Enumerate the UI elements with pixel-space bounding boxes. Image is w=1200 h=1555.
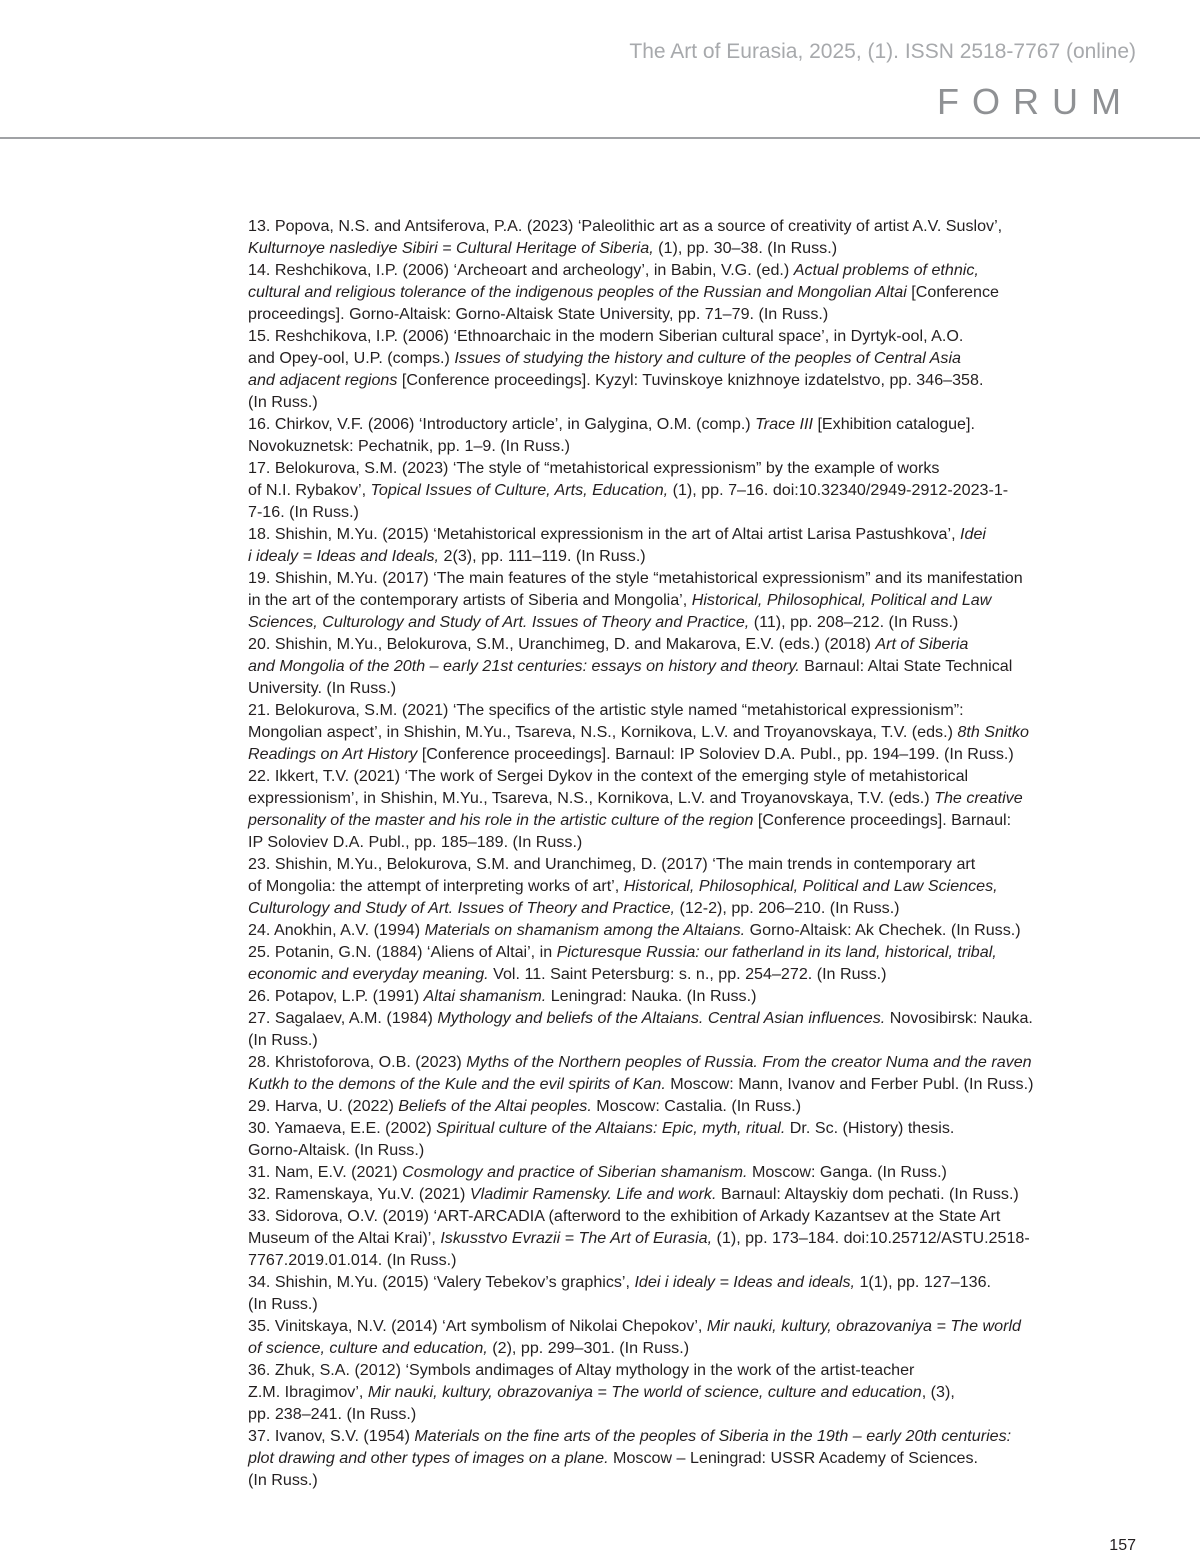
reference-text: Mongolian aspect’, in Shishin, M.Yu., Tsareva, N.S., Kornikova, L.V. and Troyanovskaya, T.V. (eds.) [248, 723, 958, 741]
reference-text: (2), pp. 299–301. (In Russ.) [487, 1339, 690, 1357]
reference-text: (In Russ.) [248, 1031, 318, 1049]
reference-text: 17. Belokurova, S.M. (2023) ‘The style of “metahistorical expressionism” by the example of works [248, 459, 940, 477]
reference-line [248, 853, 1143, 875]
reference-line [248, 413, 1143, 435]
reference-title-italic: Idei i idealy = Ideas and ideals, [634, 1273, 855, 1291]
reference-line [248, 1139, 1143, 1161]
reference-line [248, 215, 1143, 237]
reference-title-italic: 8th Snitko [957, 723, 1029, 741]
reference-title-italic: The creative [934, 789, 1023, 807]
reference-title-italic: Readings on Art History [248, 745, 418, 763]
reference-title-italic: Art of Siberia [875, 635, 969, 653]
reference-title-italic: Issues of studying the history and culture of the peoples of Central Asia [454, 349, 961, 367]
reference-line [248, 259, 1143, 281]
reference-text: of N.I. Rybakov’, [248, 481, 371, 499]
reference-text: in the art of the contemporary artists of Siberia and Mongolia’, [248, 591, 692, 609]
reference-text: Novosibirsk: Nauka. [885, 1009, 1033, 1027]
reference-title-italic: Mir nauki, kultury, obrazovaniya = The world of science, culture and education [367, 1383, 922, 1401]
reference-line [248, 633, 1143, 655]
page-number: 157 [1109, 1537, 1136, 1554]
reference-text: 21. Belokurova, S.M. (2021) ‘The specifics of the artistic style named “metahistorical expressionism”: [248, 701, 964, 719]
reference-line [248, 1315, 1143, 1337]
reference-text: 23. Shishin, M.Yu., Belokurova, S.M. and Uranchimeg, D. (2017) ‘The main trends in contemporary art [248, 855, 976, 873]
reference-text: (1), pp. 173–184. doi:10.25712/ASTU.2518- [712, 1229, 1030, 1247]
reference-line [248, 589, 1143, 611]
reference-text: University. (In Russ.) [248, 679, 397, 697]
reference-line [248, 1469, 1143, 1491]
reference-text: pp. 238–241. (In Russ.) [248, 1405, 417, 1423]
reference-line [248, 963, 1143, 985]
reference-text: 32. Ramenskaya, Yu.V. (2021) [248, 1185, 470, 1203]
reference-text: 25. Potanin, G.N. (1884) ‘Aliens of Altai’, in [248, 943, 557, 961]
reference-line [248, 523, 1143, 545]
reference-line [248, 611, 1143, 633]
reference-title-italic: Cosmology and practice of Siberian shamanism. [402, 1163, 748, 1181]
reference-title-italic: Idei [960, 525, 986, 543]
reference-title-italic: Altai shamanism. [423, 987, 547, 1005]
reference-text: (In Russ.) [248, 393, 318, 411]
reference-title-italic: Actual problems of ethnic, [793, 261, 979, 279]
reference-line [248, 479, 1143, 501]
reference-text: 16. Chirkov, V.F. (2006) ‘Introductory article’, in Galygina, O.M. (comp.) [248, 415, 756, 433]
reference-text: Moscow – Leningrad: USSR Academy of Sciences. [608, 1449, 979, 1467]
reference-line [248, 809, 1143, 831]
reference-line [248, 281, 1143, 303]
reference-title-italic: Kutkh to the demons of the Kule and the evil spirits of Kan. [248, 1075, 666, 1093]
reference-text: 19. Shishin, M.Yu. (2017) ‘The main features of the style “metahistorical expressionism” and its manifestation [248, 569, 1023, 587]
reference-line [248, 1183, 1143, 1205]
reference-line [248, 1227, 1143, 1249]
reference-text: Museum of the Altai Krai)’, [248, 1229, 441, 1247]
reference-line [248, 237, 1143, 259]
reference-text: proceedings]. Gorno-Altaisk: Gorno-Altaisk State University, pp. 71–79. (In Russ.) [248, 305, 829, 323]
reference-text: 37. Ivanov, S.V. (1954) [248, 1427, 415, 1445]
reference-line [248, 787, 1143, 809]
reference-title-italic: Mythology and beliefs of the Altaians. Central Asian influences. [437, 1009, 886, 1027]
reference-text: Moscow: Castalia. (In Russ.) [591, 1097, 802, 1115]
reference-title-italic: Topical Issues of Culture, Arts, Education, [370, 481, 669, 499]
reference-title-italic: plot drawing and other types of images on a plane. [248, 1449, 609, 1467]
journal-header: The Art of Eurasia, 2025, (1). ISSN 2518-7767 (online) [629, 40, 1136, 63]
reference-line [248, 1205, 1143, 1227]
reference-text: 2(3), pp. 111–119. (In Russ.) [439, 547, 646, 565]
reference-title-italic: Sciences, Culturology and Study of Art. Issues of Theory and Practice, [248, 613, 750, 631]
reference-line [248, 1403, 1143, 1425]
reference-text: (1), pp. 30–38. (In Russ.) [653, 239, 838, 257]
reference-title-italic: economic and everyday meaning. [248, 965, 489, 983]
reference-line [248, 325, 1143, 347]
reference-line [248, 391, 1143, 413]
reference-text: 1(1), pp. 127–136. [855, 1273, 992, 1291]
reference-title-italic: personality of the master and his role in the artistic culture of the region [248, 811, 754, 829]
reference-text: 29. Harva, U. (2022) [248, 1097, 399, 1115]
reference-line [248, 1161, 1143, 1183]
reference-text: Moscow: Mann, Ivanov and Ferber Publ. (In Russ.) [665, 1075, 1034, 1093]
reference-title-italic: i idealy = Ideas and Ideals, [248, 547, 440, 565]
reference-text: of Mongolia: the attempt of interpreting works of art’, [248, 877, 624, 895]
reference-title-italic: Materials on the fine arts of the peoples of Siberia in the 19th – early 20th centuries: [414, 1427, 1012, 1445]
reference-list [248, 215, 1143, 1491]
reference-text: [Conference proceedings]. Barnaul: IP Soloviev D.A. Publ., pp. 194–199. (In Russ.) [417, 745, 1014, 763]
reference-title-italic: Vladimir Ramensky. Life and work. [469, 1185, 717, 1203]
reference-title-italic: Beliefs of the Altai peoples. [398, 1097, 592, 1115]
reference-text: Novokuznetsk: Pechatnik, pp. 1–9. (In Russ.) [248, 437, 571, 455]
reference-title-italic: cultural and religious tolerance of the indigenous peoples of the Russian and Mongolian Altai [248, 283, 907, 301]
reference-text: 22. Ikkert, T.V. (2021) ‘The work of Sergei Dykov in the context of the emerging style of metahistorical [248, 767, 969, 785]
reference-text: Vol. 11. Saint Petersburg: s. n., pp. 254–272. (In Russ.) [488, 965, 887, 983]
reference-line [248, 545, 1143, 567]
reference-title-italic: Materials on shamanism among the Altaians. [424, 921, 746, 939]
reference-line [248, 303, 1143, 325]
reference-title-italic: Iskusstvo Evrazii = The Art of Eurasia, [440, 1229, 713, 1247]
reference-text: 27. Sagalaev, A.M. (1984) [248, 1009, 438, 1027]
reference-text: 26. Potapov, L.P. (1991) [248, 987, 424, 1005]
reference-text: (12-2), pp. 206–210. (In Russ.) [675, 899, 900, 917]
header-divider [0, 137, 1200, 139]
reference-line [248, 1447, 1143, 1469]
reference-line [248, 897, 1143, 919]
reference-text: 13. Popova, N.S. and Antsiferova, P.A. (2023) ‘Paleolithic art as a source of creativity of artist A.V. Suslov’, [248, 217, 1003, 235]
reference-line [248, 369, 1143, 391]
reference-title-italic: Kulturnoye naslediye Sibiri = Cultural Heritage of Siberia, [248, 239, 654, 257]
reference-text: 24. Anokhin, A.V. (1994) [248, 921, 425, 939]
reference-text: 7767.2019.01.014. (In Russ.) [248, 1251, 457, 1269]
reference-text: expressionism’, in Shishin, M.Yu., Tsareva, N.S., Kornikova, L.V. and Troyanovskaya, T.V. (eds.) [248, 789, 935, 807]
reference-text: IP Soloviev D.A. Publ., pp. 185–189. (In Russ.) [248, 833, 583, 851]
reference-text: , (3), [921, 1383, 955, 1401]
reference-line [248, 457, 1143, 479]
reference-text: Gorno-Altaisk. (In Russ.) [248, 1141, 425, 1159]
reference-text: (1), pp. 7–16. doi:10.32340/2949-2912-2023-1- [668, 481, 1009, 499]
reference-title-italic: Picturesque Russia: our fatherland in its land, historical, tribal, [556, 943, 997, 961]
reference-title-italic: and Mongolia of the 20th – early 21st centuries: essays on history and theory. [248, 657, 800, 675]
reference-text: (11), pp. 208–212. (In Russ.) [749, 613, 959, 631]
reference-line [248, 1381, 1143, 1403]
reference-line [248, 1095, 1143, 1117]
reference-line [248, 1249, 1143, 1271]
reference-text: 30. Yamaeva, E.E. (2002) [248, 1119, 437, 1137]
reference-text: 31. Nam, E.V. (2021) [248, 1163, 403, 1181]
reference-text: 33. Sidorova, O.V. (2019) ‘ART-ARCADIA (afterword to the exhibition of Arkady Kazantsev at the State Art [248, 1207, 1001, 1225]
reference-line [248, 1337, 1143, 1359]
reference-title-italic: Historical, Philosophical, Political and Law [691, 591, 992, 609]
reference-title-italic: Culturology and Study of Art. Issues of Theory and Practice, [248, 899, 675, 917]
reference-line [248, 1271, 1143, 1293]
reference-title-italic: of science, culture and education, [248, 1339, 488, 1357]
reference-line [248, 941, 1143, 963]
reference-title-italic: Trace III [755, 415, 813, 433]
reference-line [248, 1359, 1143, 1381]
reference-text: 7-16. (In Russ.) [248, 503, 359, 521]
reference-title-italic: and adjacent regions [248, 371, 398, 389]
reference-text: 14. Reshchikova, I.P. (2006) ‘Archeoart and archeology’, in Babin, V.G. (ed.) [248, 261, 794, 279]
reference-line [248, 435, 1143, 457]
reference-title-italic: Historical, Philosophical, Political and Law Sciences, [623, 877, 998, 895]
reference-text: [Conference [906, 283, 999, 301]
reference-line [248, 699, 1143, 721]
reference-text: 34. Shishin, M.Yu. (2015) ‘Valery Tebekov’s graphics’, [248, 1273, 635, 1291]
reference-line [248, 1029, 1143, 1051]
reference-text: Dr. Sc. (History) thesis. [785, 1119, 955, 1137]
reference-line [248, 501, 1143, 523]
reference-text: 18. Shishin, M.Yu. (2015) ‘Metahistorical expressionism in the art of Altai artist Larisa Pastushkova’, [248, 525, 961, 543]
reference-line [248, 1073, 1143, 1095]
reference-line [248, 1117, 1143, 1139]
reference-title-italic: Spiritual culture of the Altaians: Epic, myth, ritual. [436, 1119, 786, 1137]
reference-title-italic: Mir nauki, kultury, obrazovaniya = The world [706, 1317, 1021, 1335]
reference-text: (In Russ.) [248, 1471, 318, 1489]
reference-text: Leningrad: Nauka. (In Russ.) [546, 987, 757, 1005]
reference-text: (In Russ.) [248, 1295, 318, 1313]
reference-line [248, 985, 1143, 1007]
reference-text: and Opey-ool, U.P. (comps.) [248, 349, 455, 367]
reference-line [248, 765, 1143, 787]
reference-line [248, 721, 1143, 743]
reference-line [248, 347, 1143, 369]
reference-text: Gorno-Altaisk: Ak Chechek. (In Russ.) [745, 921, 1021, 939]
reference-line [248, 875, 1143, 897]
reference-text: [Conference proceedings]. Barnaul: [753, 811, 1012, 829]
reference-text: Z.M. Ibragimov’, [248, 1383, 368, 1401]
reference-text: 15. Reshchikova, I.P. (2006) ‘Ethnoarchaic in the modern Siberian cultural space’, in Dyrtyk-ool, A.O. [248, 327, 964, 345]
reference-line [248, 1425, 1143, 1447]
reference-text: 28. Khristoforova, O.B. (2023) [248, 1053, 467, 1071]
reference-line [248, 1007, 1143, 1029]
reference-line [248, 1051, 1143, 1073]
reference-text: Barnaul: Altai State Technical [799, 657, 1013, 675]
section-title: FORUM [937, 81, 1134, 122]
reference-line [248, 567, 1143, 589]
reference-line [248, 831, 1143, 853]
reference-text: Barnaul: Altayskiy dom pechati. (In Russ.) [716, 1185, 1019, 1203]
reference-line [248, 655, 1143, 677]
reference-text: 20. Shishin, M.Yu., Belokurova, S.M., Uranchimeg, D. and Makarova, E.V. (eds.) (2018) [248, 635, 876, 653]
reference-line [248, 919, 1143, 941]
reference-text: [Conference proceedings]. Kyzyl: Tuvinskoye knizhnoye izdatelstvo, pp. 346–358. [397, 371, 984, 389]
reference-text: Moscow: Ganga. (In Russ.) [747, 1163, 947, 1181]
reference-text: [Exhibition catalogue]. [812, 415, 975, 433]
reference-text: 35. Vinitskaya, N.V. (2014) ‘Art symbolism of Nikolai Chepokov’, [248, 1317, 707, 1335]
reference-line [248, 677, 1143, 699]
reference-line [248, 1293, 1143, 1315]
reference-line [248, 743, 1143, 765]
reference-title-italic: Myths of the Northern peoples of Russia. From the creator Numa and the raven [466, 1053, 1032, 1071]
reference-text: 36. Zhuk, S.A. (2012) ‘Symbols andimages of Altay mythology in the work of the artist-teacher [248, 1361, 915, 1379]
